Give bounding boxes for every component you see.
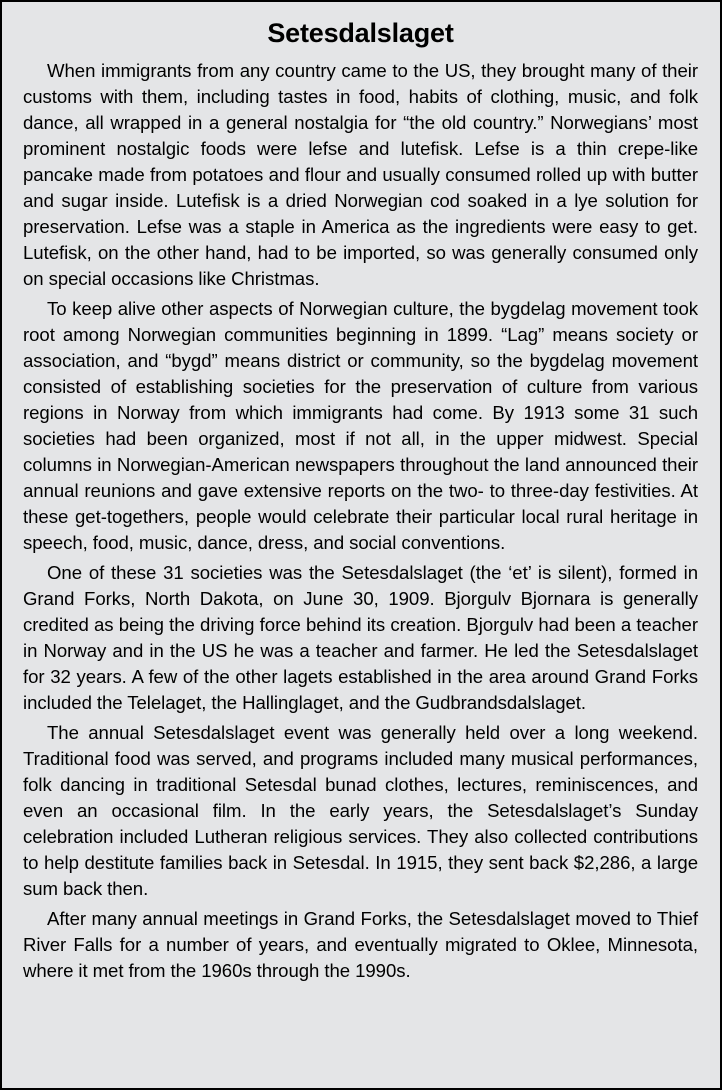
body-paragraph-5: After many annual meetings in Grand Forks, the Setesdalslaget moved to Thief River Falls for a number of years, and eventually migrated to Oklee, Minnesota, where it met from the 1960s through the 1990s.: [23, 908, 698, 981]
page-title: Setesdalslaget: [267, 18, 454, 48]
body-paragraph-4: The annual Setesdalslaget event was generally held over a long weekend. Traditional food was served, and programs included many musical performances, folk dancing in traditional Setesdal bunad clothes, lectures, reminiscences, and even an occasional film. In the early years, the Setesdalslaget’s Sunday celebration included Lutheran religious services. They also collected contributions to help destitute families back in Setesdal. In 1915, they sent back $2,286, a large sum back then.: [23, 722, 698, 899]
body-paragraph-1: When immigrants from any country came to the US, they brought many of their customs with them, including tastes in food, habits of clothing, music, and folk dance, all wrapped in a general nostalgia for “the old country.” Norwegians’ most prominent nostalgic foods were lefse and lutefisk. Lefse is a thin crepe-like pancake made from potatoes and flour and usually consumed rolled up with butter and sugar inside. Lutefisk is a dried Norwegian cod soaked in a lye solution for preservation. Lefse was a staple in America as the ingredients were easy to get. Lutefisk, on the other hand, had to be imported, so was generally consumed only on special occasions like Christmas.: [23, 60, 698, 289]
body-paragraph-3: One of these 31 societies was the Setesdalslaget (the ‘et’ is silent), formed in Grand Forks, North Dakota, on June 30, 1909. Bjorgulv Bjornara is generally credited as being the driving force behind its creation. Bjorgulv had been a teacher in Norway and in the US he was a teacher and farmer. He led the Setesdalslaget for 32 years. A few of the other lagets established in the area around Grand Forks included the Telelaget, the Hallinglaget, and the Gudbrandsdalslaget.: [23, 562, 698, 713]
body-paragraph-2: To keep alive other aspects of Norwegian culture, the bygdelag movement took root among Norwegian communities beginning in 1899. “Lag” means society or association, and “bygd” means district or community, so the bygdelag movement consisted of establishing societies for the preservation of culture from various regions in Norway from which immigrants had come. By 1913 some 31 such societies had been organized, most if not all, in the upper midwest. Special columns in Norwegian-American newspapers throughout the land announced their annual reunions and gave extensive reports on the two- to three-day festivities. At these get-togethers, people would celebrate their particular local rural heritage in speech, food, music, dance, dress, and social conventions.: [23, 298, 698, 553]
document-body: [2, 2, 720, 1088]
